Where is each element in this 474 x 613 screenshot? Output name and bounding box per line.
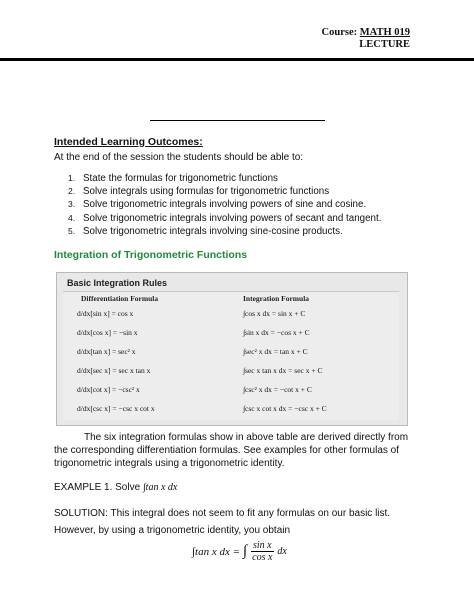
list-item: 5. Solve trigonometric integrals involving sine-cosine products. [68, 225, 343, 237]
table-row: ∫sin x dx = −cos x + C [243, 328, 310, 337]
fraction-denominator: cos x [252, 552, 273, 563]
course-header [322, 27, 410, 51]
section-heading: Integration of Trigonometric Functions [54, 249, 248, 261]
table-row: d/dx[sec x] = sec x tan x [77, 366, 151, 375]
table-title: Basic Integration Rules [67, 278, 168, 288]
however-text: However, by using a trigonometric identity, you obtain [54, 525, 291, 536]
outcomes-list [68, 172, 381, 238]
body-paragraph: The six integration formulas show in above table are derived directly from the corresponding differentiation formulas. See examples for other formulas of trigonometric integrals using a trigonometric identity. [54, 432, 409, 469]
fraction [250, 540, 274, 563]
integration-rules-table [56, 272, 408, 426]
table-row: ∫sec x tan x dx = sec x + C [243, 366, 323, 375]
course-code: MATH 019 [359, 27, 410, 38]
example-label: EXAMPLE 1. Solve [54, 482, 141, 493]
table-row: ∫cos x dx = sin x + C [243, 309, 306, 318]
outcomes-intro: At the end of the session the students should be able to: [54, 152, 304, 163]
table-row: ∫csc² x dx = −cot x + C [243, 385, 312, 394]
list-item: 4. Solve trigonometric integrals involving powers of secant and tangent. [68, 212, 382, 224]
solution-text: SOLUTION: This integral does not seem to fit any formulas on our basic list. [54, 508, 391, 519]
formula-dx: dx [277, 546, 287, 557]
example-expression: ∫tan x dx [142, 482, 178, 493]
table-row: ∫csc x cot x dx = −csc x + C [243, 404, 327, 413]
identity-formula [192, 540, 287, 563]
integration-column [243, 304, 393, 418]
differentiation-column [77, 304, 227, 418]
header-divider [0, 58, 474, 61]
column-header-integration: Integration Formula [243, 294, 310, 303]
course-label: Course: [321, 27, 358, 38]
integral-sign: ∫ [243, 543, 248, 559]
course-type: LECTURE [359, 39, 410, 50]
list-item: 2. Solve integrals using formulas for trigonometric functions [68, 186, 330, 198]
list-item: 1. State the formulas for trigonometric functions [68, 173, 278, 184]
list-item: 3. Solve trigonometric integrals involving powers of sine and cosine. [68, 199, 367, 211]
table-row: d/dx[tan x] = sec² x [77, 347, 136, 356]
table-row: d/dx[csc x] = −csc x cot x [77, 404, 155, 413]
table-row: d/dx[cos x] = −sin x [77, 328, 138, 337]
column-header-differentiation: Differentiation Formula [81, 294, 159, 303]
fraction-numerator: sin x [252, 540, 272, 551]
table-body [63, 291, 399, 420]
outcomes-title: Intended Learning Outcomes: [54, 136, 203, 148]
example-line [54, 482, 177, 493]
table-row: d/dx[cot x] = −csc² x [77, 385, 140, 394]
title-blank-line [150, 120, 325, 121]
formula-lhs: ∫tan x dx = [192, 545, 241, 558]
table-row: d/dx[sin x] = cos x [77, 309, 134, 318]
table-row: ∫sec² x dx = tan x + C [243, 347, 308, 356]
